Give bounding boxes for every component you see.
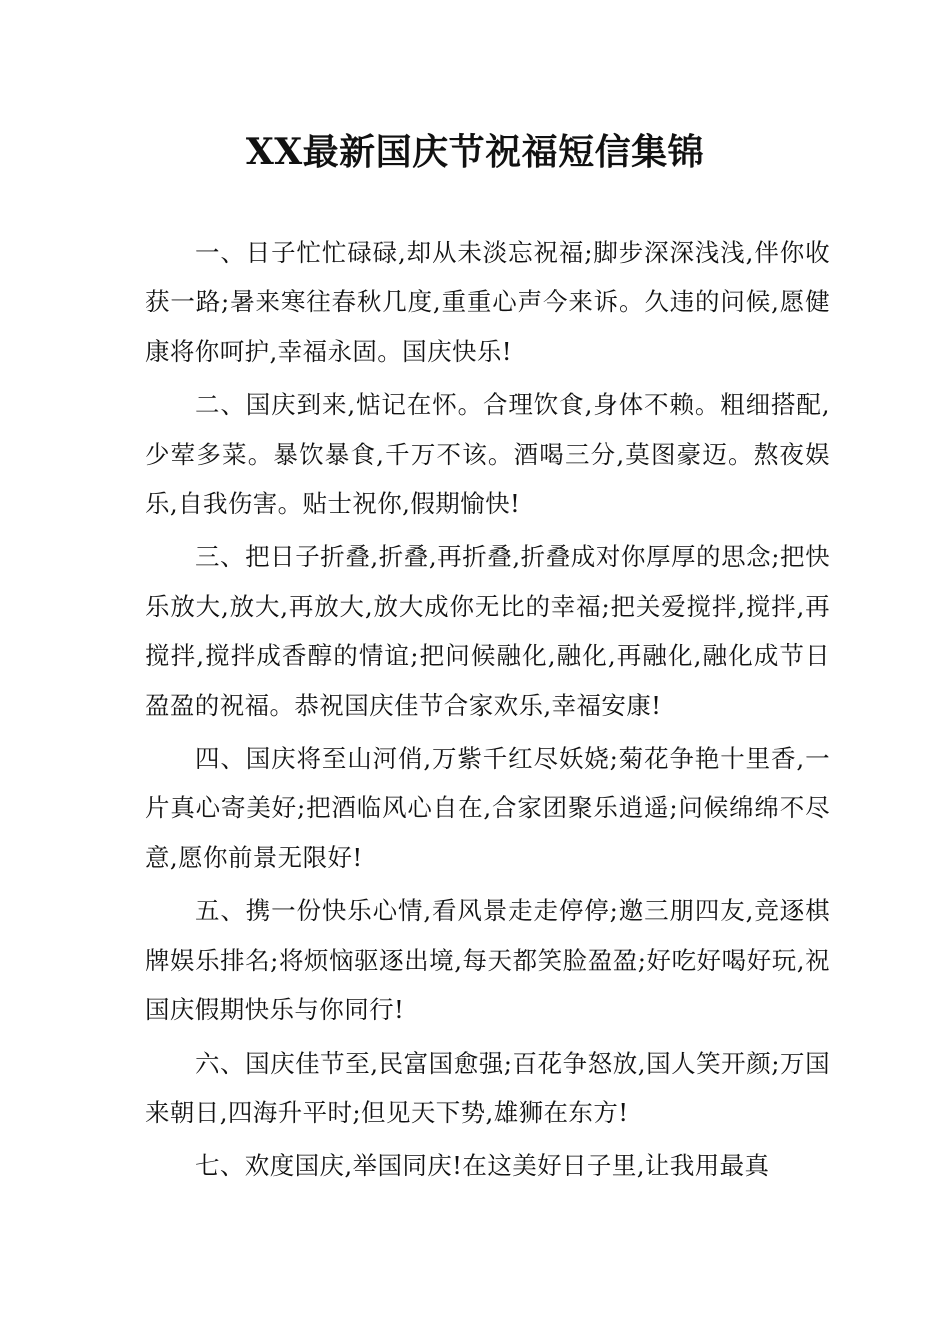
paragraph-7: 七、欢度国庆,举国同庆!在这美好日子里,让我用最真 <box>195 1151 770 1181</box>
paragraph-2: 二、国庆到来,惦记在怀。合理饮食,身体不赖。粗细搭配,少荤多菜。暴饮暴食,千万不该。酒喝三分,莫图豪迈。熬夜娱乐,自我伤害。贴士祝你,假期愉快! <box>145 390 830 519</box>
document-title: XX最新国庆节祝福短信集锦 <box>245 131 705 173</box>
paragraph-3: 三、把日子折叠,折叠,再折叠,折叠成对你厚厚的思念;把快乐放大,放大,再放大,放大成你无比的幸福;把关爱搅拌,搅拌,再搅拌,搅拌成香醇的情谊;把问候融化,融化,再融化,融化成节日盈盈的祝福。恭祝国庆佳节合家欢乐,幸福安康! <box>145 542 830 720</box>
paragraph-1: 一、日子忙忙碌碌,却从未淡忘祝福;脚步深深浅浅,伴你收获一路;暑来寒往春秋几度,重重心声今来诉。久违的问候,愿健康将你呵护,幸福永固。国庆快乐! <box>145 238 830 366</box>
paragraph-5: 五、携一份快乐心情,看风景走走停停;邀三朋四友,竞逐棋牌娱乐排名;将烦恼驱逐出境,每天都笑脸盈盈;好吃好喝好玩,祝国庆假期快乐与你同行! <box>145 896 830 1025</box>
paragraph-4: 四、国庆将至山河俏,万紫千红尽妖娆;菊花争艳十里香,一片真心寄美好;把酒临风心自在,合家团聚乐逍遥;问候绵绵不尽意,愿你前景无限好! <box>145 744 830 872</box>
paragraph-6: 六、国庆佳节至,民富国愈强;百花争怒放,国人笑开颜;万国来朝日,四海升平时;但见天下势,雄狮在东方! <box>145 1048 830 1127</box>
document-body <box>145 228 830 1195</box>
